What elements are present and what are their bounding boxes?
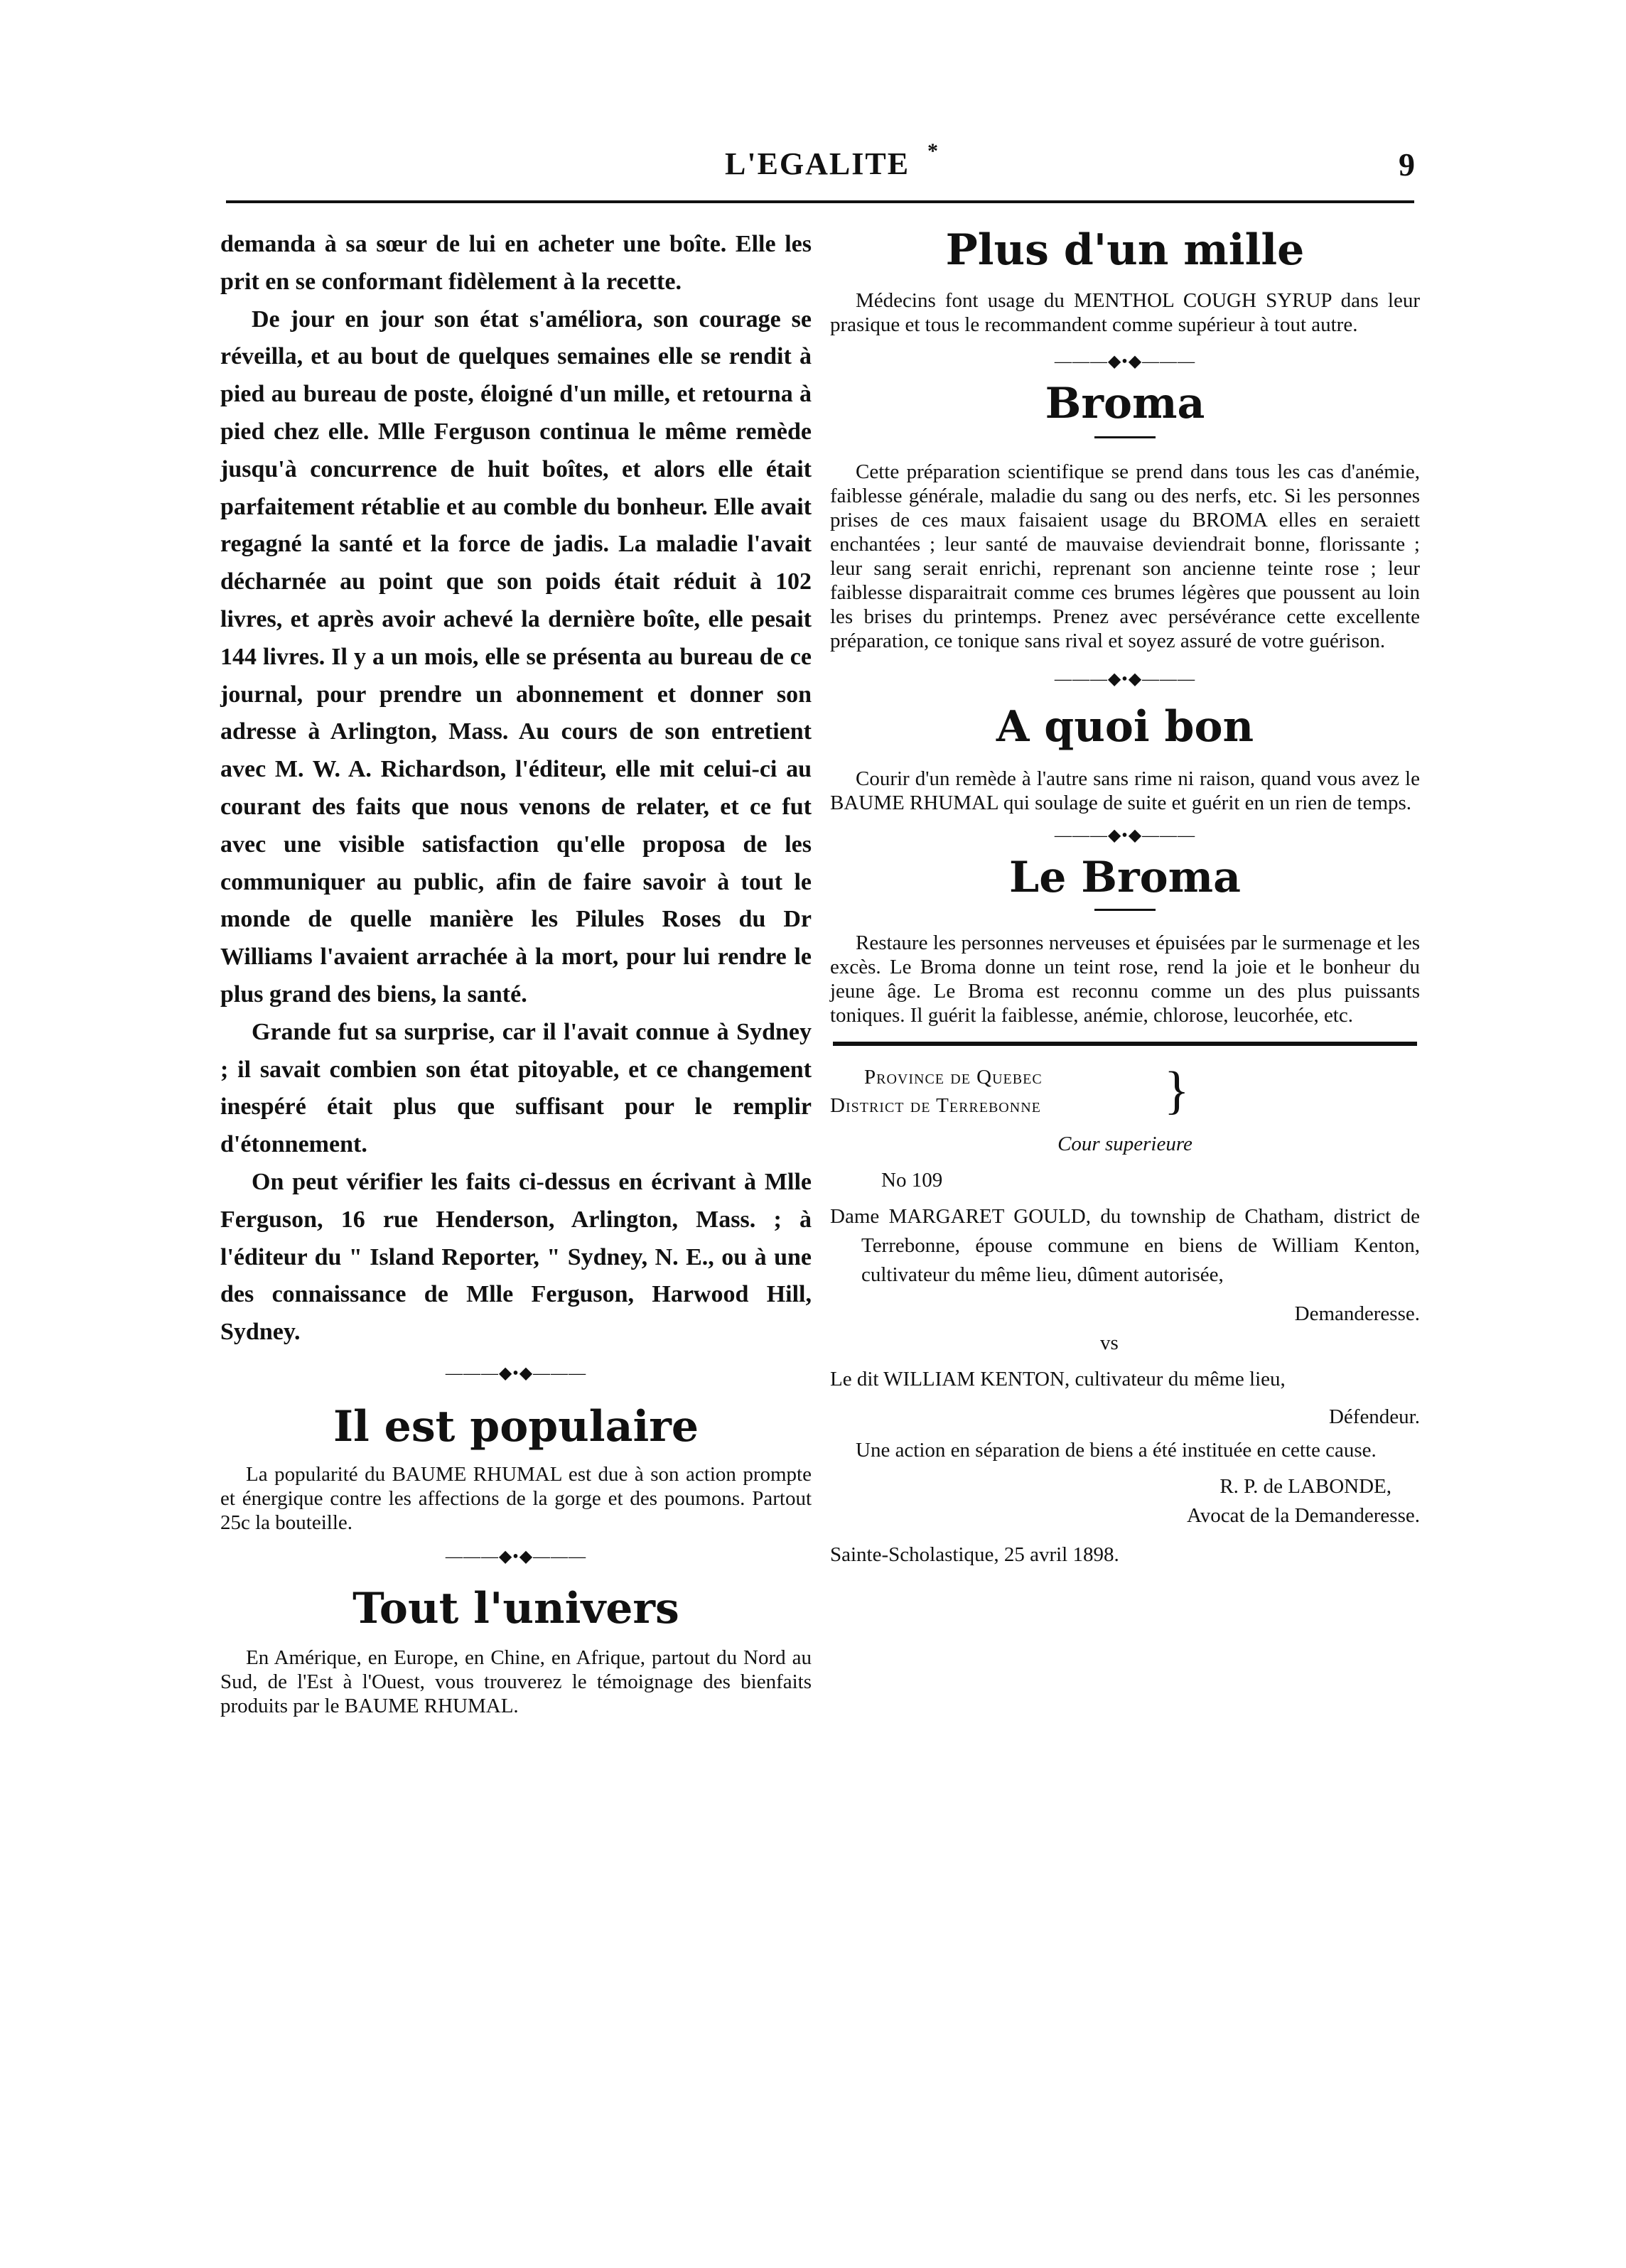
notice-lawyer-title: Avocat de la Demanderesse. <box>1187 1504 1420 1527</box>
ad-headline: Il est populaire <box>333 1401 699 1452</box>
ad-headline: Plus d'un mille <box>945 225 1305 275</box>
brace-glyph: } <box>1164 1062 1190 1120</box>
ornament-divider: ———◆•◆——— <box>1054 826 1196 845</box>
article-paragraph: De jour en jour son état s'améliora, son courage se réveilla, et au bout de quelques semaines elle se rendit à pied au bureau de poste, éloigné d'un mille, et retourna à pied chez elle. Mlle Ferguson continua le même remède jusqu'à concurrence de huit boîtes, et alors elle était parfaitement rétablie et au comble du bonheur. Elle avait regagné la santé et la force de jadis. La maladie l'avait décharnée au point que son poids était réduit à 102 livres, et après avoir achevé la dernière boîte, elle pesait 144 livres. Il y a un mois, elle se présenta au bureau de ce journal, pour prendre un abonnement et donner son adresse à Arlington, Mass. Au cours de son entretient avec M. W. A. Richardson, l'éditeur, elle mit celui-ci au courant des faits que nous venons de relater, et ce fut avec une visible satisfaction qu'elle proposa de les communiquer au public, afin de faire savoir à tout le monde de quelle manière les Pilules Roses du Dr Williams l'avaient arrachée à la mort, pour lui rendre le plus grand des biens, la santé. <box>220 306 812 1008</box>
running-title: L'EGALITE <box>725 146 910 181</box>
section-rule <box>833 1042 1417 1046</box>
notice-lawyer: R. P. de LABONDE, <box>1220 1475 1391 1498</box>
notice-versus: vs <box>1100 1332 1119 1354</box>
notice-defendant: Le dit WILLIAM KENTON, cultivateur du même lieu, <box>830 1368 1286 1390</box>
notice-plaintiff-role: Demanderesse. <box>1294 1302 1420 1325</box>
notice-action: Une action en séparation de biens a été instituée en cette cause. <box>856 1439 1377 1462</box>
ad-headline: Le Broma <box>1009 853 1241 902</box>
notice-court: Cour superieure <box>1057 1133 1192 1155</box>
ornament-divider: ———◆•◆——— <box>445 1547 587 1566</box>
notice-district: District de Terrebonne <box>830 1094 1041 1117</box>
ad-body: Courir d'un remède à l'autre sans rime ni raison, quand vous avez le BAUME RHUMAL qui soulage de suite et guérit en un rien de temps. <box>830 767 1420 814</box>
ornament-divider: ———◆•◆——— <box>1054 352 1196 371</box>
ad-headline: Broma <box>1045 379 1205 428</box>
article-paragraph: On peut vérifier les faits ci-dessus en écrivant à Mlle Ferguson, 16 rue Henderson, Arlington, Mass. ; à l'éditeur du " Island Reporter, " Sydney, N. E., ou à une des connaissance de Mlle Ferguson, Harwood Hill, Sydney. <box>220 1168 812 1346</box>
header-ornament: * <box>927 139 938 163</box>
ad-body: Cette préparation scientifique se prend dans tous les cas d'anémie, faiblesse générale, maladie du sang ou des nerfs, etc. Si les personnes prises de ces maux faisaient usage du BROMA elles en seraiett enchantées ; leur santé de mauvaise deviendrait bonne, florissante ; leur sang serait enrichi, reprenant son ancienne teinte rose ; leur faiblesse disparaitrait comme ces brumes légères que poussent au loin les brises du printemps. Prenez avec persévérance cette excellente préparation, ce tonique sans rival et soyez assuré de votre guérison. <box>830 460 1420 652</box>
article-paragraph: demanda à sa sœur de lui en acheter une boîte. Elle les prit en se conformant fidèlement à la recette. <box>220 231 812 295</box>
notice-province: Province de Quebec <box>864 1066 1043 1089</box>
notice-venue <box>830 1063 1420 1127</box>
ad-body: Médecins font usage du MENTHOL COUGH SYRUP dans leur prasique et tous le recommandent comme supérieur à tout autre. <box>830 289 1420 336</box>
left-column <box>220 226 812 1718</box>
page-number: 9 <box>1399 146 1415 183</box>
ad-body: En Amérique, en Europe, en Chine, en Afrique, partout du Nord au Sud, de l'Est à l'Ouest, vous trouverez le témoignage des bienfaits produits par le BAUME RHUMAL. <box>220 1646 812 1717</box>
ad-body: Restaure les personnes nerveuses et épuisées par le surmenage et les excès. Le Broma donne un teint rose, rend la joie et le bonheur du jeune âge. Le Broma est reconnu comme un des plus puissants toniques. Il guérit la faiblesse, anémie, chlorose, leucorhée, etc. <box>830 932 1420 1027</box>
ad-headline: A quoi bon <box>996 702 1254 752</box>
notice-plaintiff: Dame MARGARET GOULD, du township de Chatham, district de Terrebonne, épouse commune en biens de William Kenton, cultivateur du même lieu, dûment autorisée, <box>830 1205 1420 1286</box>
notice-place-date: Sainte-Scholastique, 25 avril 1898. <box>830 1543 1119 1566</box>
legal-notice <box>830 1063 1420 1570</box>
ad-headline: Tout l'univers <box>352 1583 679 1634</box>
ad-body: La popularité du BAUME RHUMAL est due à son action prompte et énergique contre les affections de la gorge et des poumons. Partout 25c la bouteille. <box>220 1462 812 1534</box>
article-paragraph: Grande fut sa surprise, car il l'avait connue à Sydney ; il savait combien son état pitoyable, et ce changement inespéré était plus que suffisant pour le remplir d'étonnement. <box>220 1018 812 1158</box>
notice-number: No 109 <box>881 1169 943 1192</box>
short-rule <box>1094 436 1156 438</box>
header-rule <box>226 200 1414 203</box>
ornament-divider: ———◆•◆——— <box>445 1364 587 1383</box>
right-column <box>830 226 1420 1570</box>
short-rule <box>1094 909 1156 911</box>
notice-defendant-role: Défendeur. <box>1328 1405 1420 1428</box>
ornament-divider: ———◆•◆——— <box>1054 670 1196 688</box>
